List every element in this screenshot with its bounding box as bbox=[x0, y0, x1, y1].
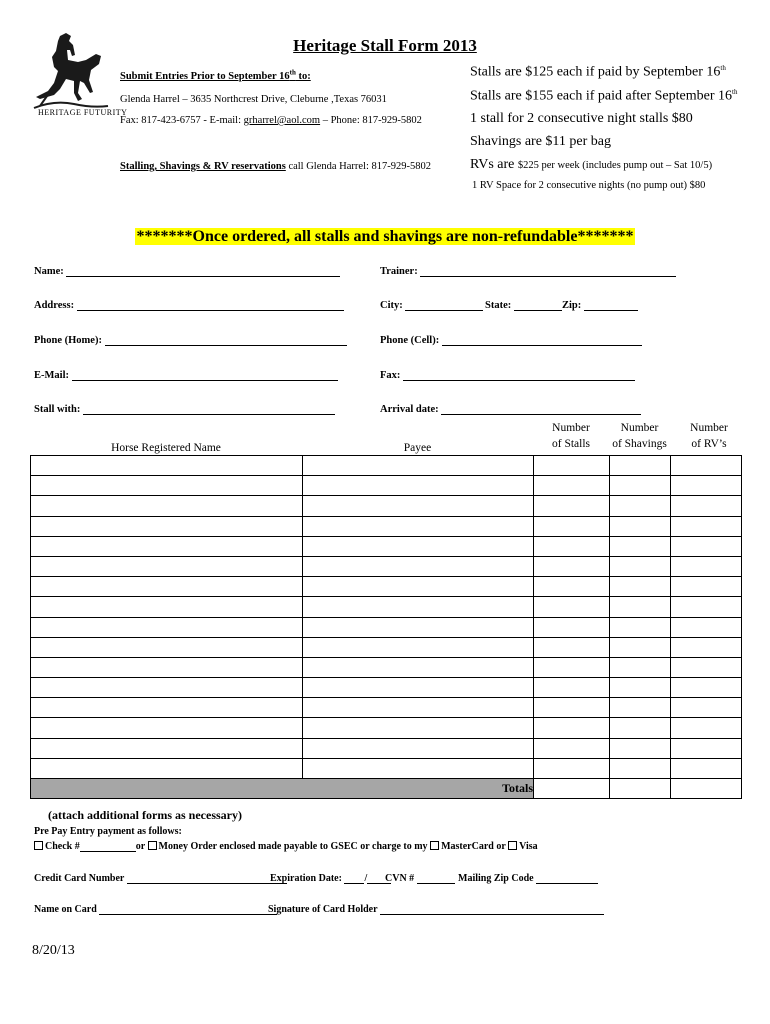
col-header-stalls-1: Number bbox=[552, 422, 590, 434]
card-number-field[interactable] bbox=[34, 873, 287, 884]
horse-name-cell[interactable] bbox=[31, 657, 303, 677]
stalling-contact: call Glenda Harrel: 817-929-5802 bbox=[285, 161, 432, 172]
horse-name-cell[interactable] bbox=[31, 597, 303, 617]
totals-label-cell bbox=[31, 779, 534, 799]
rvs-cell[interactable] bbox=[671, 456, 742, 476]
stalls-cell[interactable] bbox=[534, 758, 610, 778]
stall-with-line[interactable] bbox=[83, 404, 335, 415]
col-header-rvs-1: Number bbox=[690, 422, 728, 434]
phone-home-label: Phone (Home): bbox=[34, 335, 102, 346]
entry-row bbox=[31, 657, 742, 677]
rvs-cell[interactable] bbox=[671, 738, 742, 758]
shavings-cell[interactable] bbox=[610, 456, 671, 476]
rvs-cell[interactable] bbox=[671, 678, 742, 698]
shavings-cell[interactable] bbox=[610, 597, 671, 617]
or-label: or bbox=[135, 841, 145, 852]
rvs-cell[interactable] bbox=[671, 556, 742, 576]
rvs-cell[interactable] bbox=[671, 718, 742, 738]
shavings-cell[interactable] bbox=[610, 637, 671, 657]
entry-row bbox=[31, 577, 742, 597]
totals-row bbox=[31, 779, 742, 799]
price-line-5 bbox=[470, 157, 712, 173]
mailing-zip-label: Mailing Zip Code bbox=[458, 873, 534, 884]
phone-cell-label: Phone (Cell): bbox=[380, 335, 440, 346]
stalls-cell[interactable] bbox=[534, 536, 610, 556]
col-header-horse: Horse Registered Name bbox=[111, 442, 221, 454]
arrival-date-line[interactable] bbox=[441, 404, 641, 415]
email-link[interactable]: grharrel@aol.com bbox=[243, 115, 321, 126]
payee-cell[interactable] bbox=[303, 577, 534, 597]
name-on-card-field[interactable] bbox=[34, 904, 277, 915]
price-line-6: 1 RV Space for 2 consecutive nights (no pump out) $80 bbox=[472, 180, 706, 191]
entry-row bbox=[31, 456, 742, 476]
arrival-date-label: Arrival date: bbox=[380, 404, 439, 415]
col-header-rvs bbox=[670, 420, 748, 452]
phone-cell-line[interactable] bbox=[442, 335, 642, 346]
rvs-cell[interactable] bbox=[671, 597, 742, 617]
fax-line[interactable] bbox=[403, 370, 635, 381]
totals-rvs-cell[interactable] bbox=[671, 779, 742, 799]
stalling-line bbox=[120, 161, 431, 172]
horse-name-cell[interactable] bbox=[31, 637, 303, 657]
totals-stalls-cell[interactable] bbox=[534, 779, 610, 799]
entry-row bbox=[31, 496, 742, 516]
submit-entries-line bbox=[120, 68, 311, 82]
payee-cell[interactable] bbox=[303, 476, 534, 496]
email-field[interactable] bbox=[34, 370, 338, 381]
entry-row bbox=[31, 516, 742, 536]
phone-cell-field[interactable] bbox=[380, 335, 642, 346]
signature-field[interactable] bbox=[268, 904, 604, 915]
price-line-5-big: RVs are bbox=[470, 157, 518, 172]
visa-label: Visa bbox=[519, 841, 538, 852]
stalls-cell[interactable] bbox=[534, 718, 610, 738]
shavings-cell[interactable] bbox=[610, 698, 671, 718]
horse-name-cell[interactable] bbox=[31, 456, 303, 476]
payee-cell[interactable] bbox=[303, 496, 534, 516]
fax-label: Fax: bbox=[380, 370, 401, 381]
horse-name-cell[interactable] bbox=[31, 516, 303, 536]
cvn-field[interactable] bbox=[385, 873, 455, 884]
attach-note: (attach additional forms as necessary) bbox=[48, 808, 242, 822]
price-line-5-small: $225 per week (includes pump out – Sat 10/5) bbox=[517, 160, 713, 171]
entry-row bbox=[31, 476, 742, 496]
payee-cell[interactable] bbox=[303, 738, 534, 758]
payee-cell[interactable] bbox=[303, 597, 534, 617]
entry-row bbox=[31, 597, 742, 617]
col-header-stalls bbox=[533, 420, 609, 452]
entry-row bbox=[31, 718, 742, 738]
totals-label: Totals bbox=[502, 781, 533, 796]
stall-with-label: Stall with: bbox=[34, 404, 81, 415]
payee-cell[interactable] bbox=[303, 536, 534, 556]
horse-name-cell[interactable] bbox=[31, 678, 303, 698]
warning-text: *******Once ordered, all stalls and shavings are non-refundable******* bbox=[136, 228, 634, 245]
horse-name-cell[interactable] bbox=[31, 536, 303, 556]
price-line-1 bbox=[470, 64, 726, 81]
price-line-2 bbox=[470, 88, 737, 105]
name-line[interactable] bbox=[66, 266, 340, 277]
zip-line[interactable] bbox=[584, 300, 638, 311]
shavings-cell[interactable] bbox=[610, 678, 671, 698]
expiration-field[interactable] bbox=[270, 873, 391, 884]
entry-row bbox=[31, 617, 742, 637]
horse-name-cell[interactable] bbox=[31, 476, 303, 496]
city-field[interactable] bbox=[380, 300, 483, 311]
expiration-month-line[interactable] bbox=[344, 875, 364, 884]
price-line-4: Shavings are $11 per bag bbox=[470, 134, 611, 149]
trainer-label: Trainer: bbox=[380, 266, 418, 277]
state-label: State: bbox=[485, 300, 512, 311]
payee-cell[interactable] bbox=[303, 637, 534, 657]
entry-row bbox=[31, 698, 742, 718]
mailing-zip-line[interactable] bbox=[536, 875, 598, 884]
email-line[interactable] bbox=[72, 370, 338, 381]
arrival-date-field[interactable] bbox=[380, 404, 641, 415]
non-refundable-warning bbox=[0, 228, 770, 246]
stalls-cell[interactable] bbox=[534, 456, 610, 476]
prepay-label: Pre Pay Entry payment as follows: bbox=[34, 826, 182, 837]
entry-row bbox=[31, 556, 742, 576]
shavings-cell[interactable] bbox=[610, 556, 671, 576]
payee-cell[interactable] bbox=[303, 617, 534, 637]
address-label: Address: bbox=[34, 300, 75, 311]
zip-field[interactable] bbox=[562, 300, 638, 311]
rvs-cell[interactable] bbox=[671, 516, 742, 536]
name-field[interactable] bbox=[34, 266, 340, 277]
payee-cell[interactable] bbox=[303, 698, 534, 718]
submit-sup: th bbox=[289, 68, 296, 76]
city-label: City: bbox=[380, 300, 403, 311]
rvs-cell[interactable] bbox=[671, 496, 742, 516]
phone-text: – Phone: 817-929-5802 bbox=[320, 115, 422, 126]
stalling-label: Stalling, Shavings & RV reservations bbox=[120, 161, 286, 172]
entry-row bbox=[31, 738, 742, 758]
signature-label: Signature of Card Holder bbox=[268, 904, 378, 915]
mastercard-label: MasterCard or bbox=[441, 841, 506, 852]
entry-row bbox=[31, 678, 742, 698]
shavings-cell[interactable] bbox=[610, 516, 671, 536]
entry-row bbox=[31, 536, 742, 556]
mastercard-checkbox[interactable] bbox=[430, 841, 439, 850]
horse-name-cell[interactable] bbox=[31, 718, 303, 738]
shavings-cell[interactable] bbox=[610, 738, 671, 758]
state-line[interactable] bbox=[514, 300, 562, 311]
trainer-line[interactable] bbox=[420, 266, 676, 277]
col-header-payee: Payee bbox=[403, 442, 432, 454]
horse-entry-rows bbox=[31, 456, 742, 779]
totals-shavings-cell[interactable] bbox=[610, 779, 671, 799]
horse-name-cell[interactable] bbox=[31, 617, 303, 637]
horse-entry-table bbox=[30, 455, 742, 799]
state-field[interactable] bbox=[485, 300, 562, 311]
expiration-slash: / bbox=[364, 873, 368, 884]
stall-with-field[interactable] bbox=[34, 404, 335, 415]
cvn-line[interactable] bbox=[417, 875, 455, 884]
payee-cell[interactable] bbox=[303, 556, 534, 576]
zip-label: Zip: bbox=[562, 300, 582, 311]
entry-row bbox=[31, 758, 742, 778]
fax-field[interactable] bbox=[380, 370, 635, 381]
col-header-shavings-2: of Shavings bbox=[612, 438, 667, 450]
horse-name-cell[interactable] bbox=[31, 698, 303, 718]
phone-home-line[interactable] bbox=[105, 335, 347, 346]
submit-label-post: to: bbox=[295, 70, 311, 82]
price-line-3: 1 stall for 2 consecutive night stalls $80 bbox=[470, 111, 693, 126]
col-header-shavings-1: Number bbox=[620, 422, 659, 434]
stalls-cell[interactable] bbox=[534, 698, 610, 718]
col-header-shavings bbox=[609, 420, 670, 452]
mailing-address: Glenda Harrel – 3635 Northcrest Drive, Cleburne ,Texas 76031 bbox=[120, 94, 387, 105]
payee-cell[interactable] bbox=[303, 516, 534, 536]
rvs-cell[interactable] bbox=[671, 698, 742, 718]
submit-label: Submit Entries Prior to September 16 bbox=[120, 70, 290, 82]
check-label: Check # bbox=[45, 841, 80, 852]
rvs-cell[interactable] bbox=[671, 657, 742, 677]
stalls-cell[interactable] bbox=[534, 597, 610, 617]
payee-cell[interactable] bbox=[303, 718, 534, 738]
horse-name-cell[interactable] bbox=[31, 758, 303, 778]
price-line-1-text: Stalls are $125 each if paid by September 16 bbox=[470, 64, 721, 80]
name-on-card-line[interactable] bbox=[99, 906, 277, 915]
shavings-cell[interactable] bbox=[610, 718, 671, 738]
phone-home-field[interactable] bbox=[34, 335, 347, 346]
address-line[interactable] bbox=[77, 300, 344, 311]
city-line[interactable] bbox=[405, 300, 483, 311]
payee-cell[interactable] bbox=[303, 758, 534, 778]
cvn-label: CVN # bbox=[385, 873, 415, 884]
horse-name-cell[interactable] bbox=[31, 738, 303, 758]
shavings-cell[interactable] bbox=[610, 657, 671, 677]
stalls-cell[interactable] bbox=[534, 657, 610, 677]
payment-options bbox=[34, 841, 538, 852]
email-label: E-Mail: bbox=[34, 370, 69, 381]
shavings-cell[interactable] bbox=[610, 758, 671, 778]
check-number-line[interactable] bbox=[80, 843, 136, 852]
price-line-1-sup: th bbox=[720, 64, 726, 72]
rvs-cell[interactable] bbox=[671, 577, 742, 597]
contact-line bbox=[120, 115, 422, 126]
rvs-cell[interactable] bbox=[671, 617, 742, 637]
card-number-label: Credit Card Number bbox=[34, 873, 125, 884]
horse-name-cell[interactable] bbox=[31, 496, 303, 516]
rvs-cell[interactable] bbox=[671, 637, 742, 657]
mailing-zip-field[interactable] bbox=[458, 873, 598, 884]
stalls-cell[interactable] bbox=[534, 678, 610, 698]
signature-line[interactable] bbox=[380, 906, 604, 915]
payee-cell[interactable] bbox=[303, 456, 534, 476]
shavings-cell[interactable] bbox=[610, 577, 671, 597]
horse-name-cell[interactable] bbox=[31, 577, 303, 597]
stalls-cell[interactable] bbox=[534, 637, 610, 657]
shavings-cell[interactable] bbox=[610, 536, 671, 556]
name-on-card-label: Name on Card bbox=[34, 904, 97, 915]
form-title: Heritage Stall Form 2013 bbox=[293, 36, 477, 55]
shavings-cell[interactable] bbox=[610, 617, 671, 637]
stalls-cell[interactable] bbox=[534, 577, 610, 597]
expiration-label: Expiration Date: bbox=[270, 873, 342, 884]
form-date: 8/20/13 bbox=[32, 943, 75, 958]
stalls-cell[interactable] bbox=[534, 496, 610, 516]
stalls-cell[interactable] bbox=[534, 476, 610, 496]
payee-cell[interactable] bbox=[303, 678, 534, 698]
logo-text: HERITAGE FUTURITY bbox=[38, 108, 128, 117]
col-header-rvs-2: of RV’s bbox=[691, 438, 727, 450]
col-header-stalls-2: of Stalls bbox=[551, 438, 590, 450]
price-line-2-sup: th bbox=[732, 88, 738, 96]
stalls-cell[interactable] bbox=[534, 556, 610, 576]
money-order-label: Money Order enclosed made payable to GSEC or charge to my bbox=[158, 841, 428, 852]
visa-checkbox[interactable] bbox=[508, 841, 517, 850]
stalls-cell[interactable] bbox=[534, 617, 610, 637]
price-line-2-text: Stalls are $155 each if paid after September 16 bbox=[470, 88, 733, 104]
stalls-cell[interactable] bbox=[534, 516, 610, 536]
entry-row bbox=[31, 637, 742, 657]
rvs-cell[interactable] bbox=[671, 476, 742, 496]
shavings-cell[interactable] bbox=[610, 476, 671, 496]
card-number-line[interactable] bbox=[127, 875, 287, 884]
stalls-cell[interactable] bbox=[534, 738, 610, 758]
check-checkbox[interactable] bbox=[34, 841, 43, 850]
money-order-checkbox[interactable] bbox=[148, 841, 157, 850]
shavings-cell[interactable] bbox=[610, 496, 671, 516]
address-field[interactable] bbox=[34, 300, 344, 311]
payee-cell[interactable] bbox=[303, 657, 534, 677]
trainer-field[interactable] bbox=[380, 266, 676, 277]
horse-name-cell[interactable] bbox=[31, 556, 303, 576]
fax-text: Fax: 817-423-6757 - E-mail: bbox=[120, 115, 244, 126]
rvs-cell[interactable] bbox=[671, 536, 742, 556]
rvs-cell[interactable] bbox=[671, 758, 742, 778]
name-label: Name: bbox=[34, 266, 64, 277]
